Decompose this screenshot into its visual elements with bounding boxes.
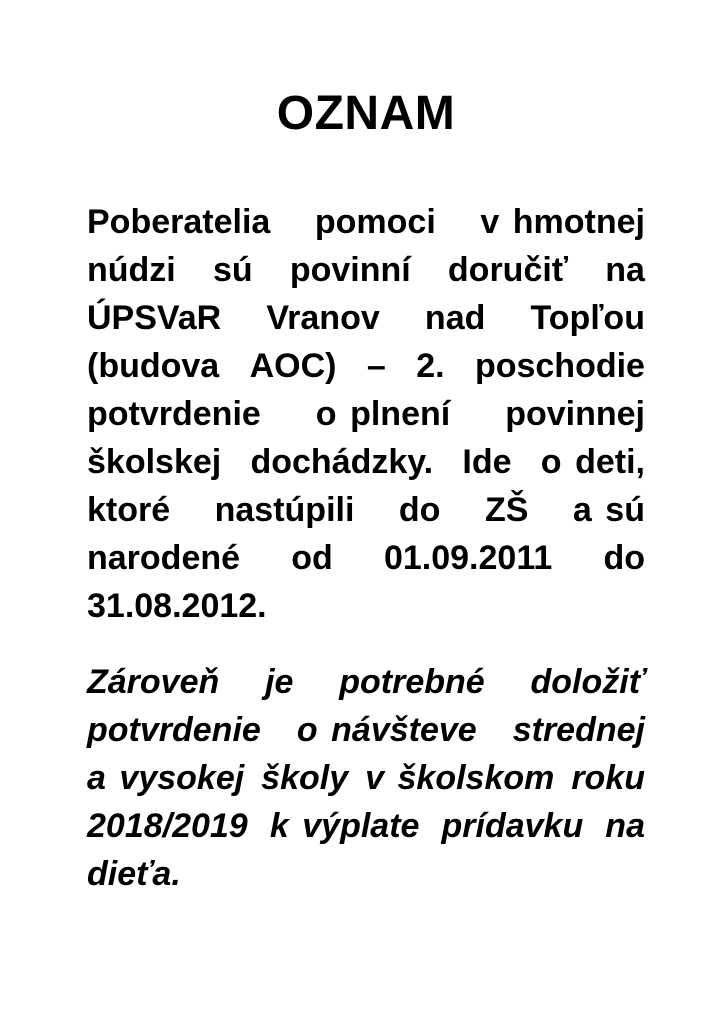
word-group: na xyxy=(605,251,645,289)
word-group: do xyxy=(398,491,441,529)
word-group: o deti, xyxy=(540,443,645,481)
word-group: strednej xyxy=(512,711,645,749)
text-line xyxy=(87,390,645,438)
text-line xyxy=(87,658,645,706)
word-group: o plnení xyxy=(315,395,451,433)
word-group: školskej xyxy=(87,443,222,481)
word-group: Vranov xyxy=(266,299,380,337)
word-group: – xyxy=(366,347,386,385)
text-line xyxy=(87,754,645,802)
word-group: Poberatelia xyxy=(87,203,271,241)
word-group: 2. xyxy=(416,347,445,385)
word-group: roku xyxy=(571,759,645,797)
text-line xyxy=(87,582,645,630)
word-group: do xyxy=(603,539,645,577)
word-group: potvrdenie xyxy=(87,711,261,749)
word-group: a sú xyxy=(572,491,645,529)
word-group: dieťa. xyxy=(87,855,181,893)
word-group: Zároveň xyxy=(87,663,220,701)
paragraph-secondary-notice xyxy=(87,658,645,898)
word-group: Topľou xyxy=(530,299,645,337)
word-group: školy xyxy=(261,759,349,797)
word-group: potrebné xyxy=(339,663,485,701)
word-group: doručiť xyxy=(447,251,569,289)
text-line xyxy=(87,438,645,486)
word-group: je xyxy=(265,663,294,701)
word-group: nad xyxy=(424,299,486,337)
word-group: 01.09.2011 xyxy=(383,539,553,577)
word-group: od xyxy=(291,539,333,577)
word-group: doložiť xyxy=(530,663,645,701)
word-group: ZŠ xyxy=(484,491,529,529)
word-group: AOC) xyxy=(249,347,337,385)
word-group: 31.08.2012. xyxy=(87,587,267,625)
page-title: OZNAM xyxy=(276,87,456,140)
word-group: povinní xyxy=(289,251,411,289)
word-group: núdzi xyxy=(87,251,176,289)
word-group: narodené xyxy=(87,539,241,577)
text-line xyxy=(87,342,645,390)
word-group: potvrdenie xyxy=(87,395,261,433)
text-line xyxy=(87,246,645,294)
word-group: v školskom xyxy=(365,759,555,797)
word-group: o návšteve xyxy=(296,711,477,749)
word-group: na xyxy=(605,807,645,845)
word-group: dochádzky. xyxy=(250,443,434,481)
text-line xyxy=(87,706,645,754)
word-group: (budova xyxy=(87,347,220,385)
text-line xyxy=(87,198,645,246)
text-line xyxy=(87,850,645,898)
text-line xyxy=(87,294,645,342)
word-group: v hmotnej xyxy=(480,203,645,241)
word-group: 2018/2019 xyxy=(87,807,248,845)
text-line xyxy=(87,802,645,850)
text-line xyxy=(87,534,645,582)
word-group: nastúpili xyxy=(214,491,355,529)
word-group: pomoci xyxy=(314,203,436,241)
word-group: ktoré xyxy=(87,491,171,529)
word-group: a vysokej xyxy=(87,759,245,797)
word-group: ÚPSVaR xyxy=(87,299,222,337)
text-line xyxy=(87,486,645,534)
word-group: sú xyxy=(212,251,253,289)
word-group: k výplate xyxy=(269,807,420,845)
word-group: poschodie xyxy=(474,347,645,385)
word-group: Ide xyxy=(462,443,512,481)
notice-body xyxy=(87,198,645,898)
word-group: povinnej xyxy=(505,395,645,433)
word-group: prídavku xyxy=(441,807,584,845)
paragraph-main-notice xyxy=(87,198,645,630)
